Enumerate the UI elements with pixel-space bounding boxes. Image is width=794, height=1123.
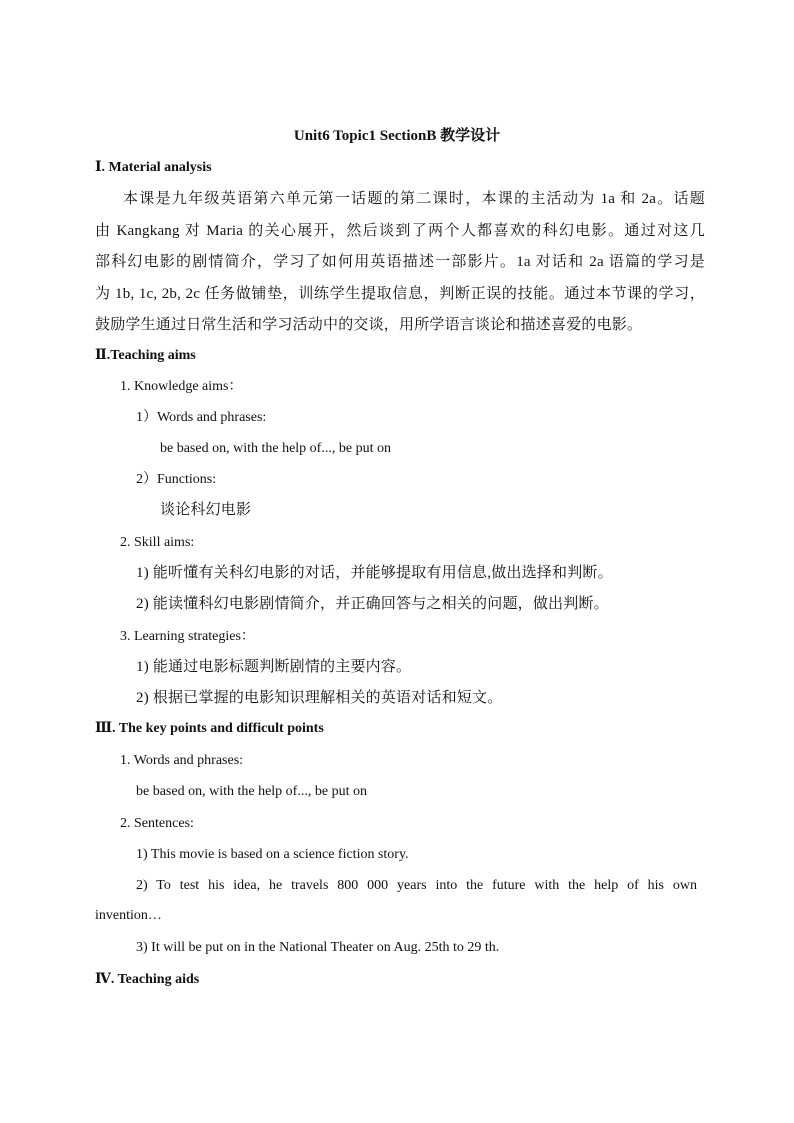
words-phrases-label: 1）Words and phrases: [136, 410, 267, 425]
sentence-item-continuation: invention… [95, 908, 162, 923]
skill-aim-item: 2) 能读懂科幻电影剧情简介，并正确回答与之相关的问题，做出判断。 [136, 596, 609, 612]
sentence-item: 1) This movie is based on a science fiction story. [136, 847, 409, 862]
paragraph-line: 部科幻电影的剧情简介，学习了如何用英语描述一部影片。1a 对话和 2a 语篇的学习是 [95, 254, 705, 270]
paragraph-line: 由 Kangkang 对 Maria 的关心展开，然后谈到了两个人都喜欢的科幻电影。通过对这几 [95, 223, 705, 239]
page-title: Unit6 Topic1 SectionB 教学设计 [293, 128, 501, 144]
section-heading-teaching-aids: Ⅳ. Teaching aids [95, 972, 200, 987]
section-heading-teaching-aims: Ⅱ.Teaching aims [95, 348, 196, 363]
knowledge-aims-label: 1. Knowledge aims： [120, 379, 243, 394]
sentences-label: 2. Sentences: [120, 816, 194, 831]
section-heading-material-analysis: Ⅰ. Material analysis [95, 160, 212, 175]
skill-aim-item: 1) 能听懂有关科幻电影的对话，并能够提取有用信息,做出选择和判断。 [136, 565, 613, 581]
functions-text: 谈论科幻电影 [160, 502, 252, 518]
words-phrases-label: 1. Words and phrases: [120, 753, 244, 768]
functions-label: 2）Functions: [136, 472, 217, 487]
paragraph-line: 为 1b, 1c, 2b, 2c 任务做铺垫，训练学生提取信息，判断正误的技能。通过本节课的学习， [95, 286, 705, 302]
paragraph-line: 鼓励学生通过日常生活和学习活动中的交谈，用所学语言谈论和描述喜爱的电影。 [95, 317, 643, 333]
paragraph-line: 本课是九年级英语第六单元第一话题的第二课时，本课的主活动为 1a 和 2a。话题 [123, 191, 705, 207]
sentence-item: 3) It will be put on in the National Theater on Aug. 25th to 29 th. [136, 940, 500, 955]
words-phrases-text: be based on, with the help of..., be put on [160, 441, 391, 456]
skill-aims-label: 2. Skill aims: [120, 535, 195, 550]
words-phrases-text: be based on, with the help of..., be put on [136, 784, 367, 799]
strategy-item: 1) 能通过电影标题判断剧情的主要内容。 [136, 659, 412, 675]
sentence-item: 2) To test his idea, he travels 800 000 years into the future with the help of his own [136, 878, 697, 893]
strategy-item: 2) 根据已掌握的电影知识理解相关的英语对话和短文。 [136, 690, 503, 706]
learning-strategies-label: 3. Learning strategies： [120, 629, 255, 644]
section-heading-key-points: Ⅲ. The key points and difficult points [95, 721, 324, 736]
